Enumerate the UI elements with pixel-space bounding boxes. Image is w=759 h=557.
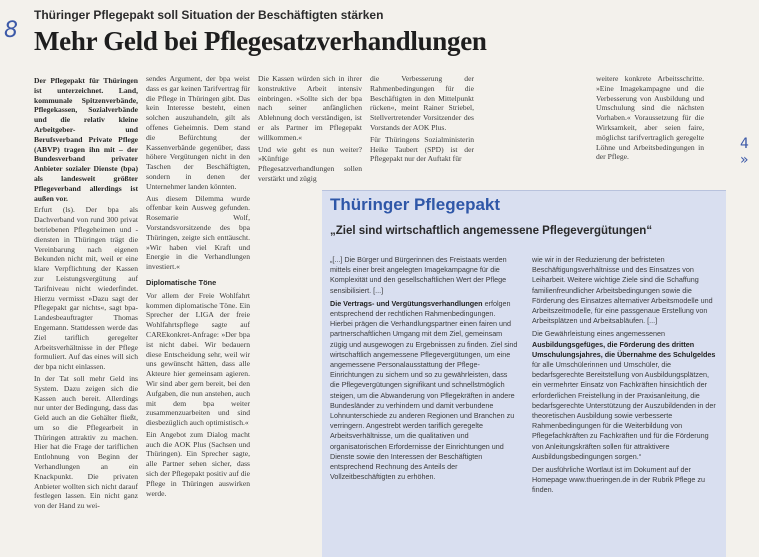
headline: Mehr Geld bei Pflegesatzverhandlungen [34, 26, 487, 56]
info-box [322, 190, 726, 557]
paragraph-text: für alle Umschülerinnen und Umschüler, die bedarfsgerechte Bereitstellung von Ausbildungsplätzen, ein vermehrter Einsatz von Fachkräften hinsichtlich der erforderlichen Freistellung in der Praxisanleitung, die bedarfsgerechte Unterstützung der Auszubildenden in der theoretischen Ausbildung sowie verbesserte Rahmenbedingungen für die Weiterbildung von Pflegefachkräften zu Fachkräften und für die Förderung von Anleitungskräften sollen für attraktivere Ausbildungsbedingungen sorgen.“ [532, 360, 716, 461]
bold-phrase: Die Vertrags- und Vergütungsverhandlungen [330, 298, 483, 308]
paragraph: In der Tat soll mehr Geld ins System. Dazu zeigen sich die Kassen auch bereit. Allerdings nur unter der Bedingung, dass das Geld auch an die Gehälter fließt, um so die Pflegearbeit in Thüringen attraktiv zu machen. Hier hat die Frage der tariflichen Entlohnung von Beginn der Verhandlungen an ein Knackpunkt. Die privaten Anbieter wollten sich nicht darauf festlegen lassen. Ein nicht ganz von der Hand zu wei- [34, 373, 138, 511]
box-title: Thüringer Pflegepakt [330, 195, 501, 214]
paragraph: Vor allem der Freie Wohlfahrt kommen diplomatische Töne. Ein Sprecher der LIGA der freie Wohlfahrtspflege sagte auf CAREkonkret-Anfrage: »Der bpa ist nicht dabei. Wir bedauern diese Entscheidung sehr, weil wir uns gewünscht hätten, dass alle Akteure hier gemeinsam agieren. Wir sind aber gern bereit, bei den Aufgaben, die nun anstehen, auch mit dem bpa weiter zusammenzuarbeiten und sind diesbezüglich auch optimistisch.« [146, 290, 250, 428]
column-3 [258, 74, 362, 200]
paragraph [532, 329, 720, 462]
column-2 [146, 74, 250, 554]
column-4 [370, 74, 474, 200]
paragraph-text: erfolgen entsprechend der rechtlichen Rahmenbedingungen. Hierbei prägen die Verhandlungspartner einen fairen und partnerschaftlichen Umgang mit dem Ziel, gemeinsam zügig und ausgewogen zu Ergebnissen zu finden. Ziel sind wirtschaftlich angemessene Pflegevergütungen, um eine angemessene Personalausstattung der Pflege-Einrichtungen zu sichern und so zu gewährleisten, dass die Pflegevergütungen signifikant und schnellstmöglich steigen, um die Abwanderung von Pflegekräften in andere Bundesländer zu verhindern und damit verbundene Lohnunterschiede zu anderen Regionen und Branchen zu verringern. Angestrebt werden tariflich geregelte Arbeitsverhältnisse, um die qualitativen und organisatorischen Erfordernisse der Einrichtungen und Dienste sowie den Interessen der Beschäftigten entsprechend Rechnung des Anteils der Vollzeitbeschäftigten zu erhöhen. [330, 298, 518, 482]
paragraph: weitere konkrete Arbeitsschritte. »Eine Imagekampagne und die Verbesserung von Ausbildung und Umschulung sind die nächsten Vorhaben.« Voraussetzung für die Wirksamkeit, aber seien faire, möglichst tarifvertraglich geregelte Löhne und Arbeitsbedingungen in der Pflege. [596, 74, 704, 162]
paragraph: Ein Angebot zum Dialog macht auch die AOK Plus (Sachsen und Thüringen). Ein Sprecher sagte, alle Partner sehen sicher, dass sich der Pflegepakt positiv auf die Pflege in Thüringen auswirken werde. [146, 429, 250, 498]
paragraph: Die Kassen würden sich in ihrer konstruktive Arbeit intensiv einbringen. »Sollte sich der bpa nach seiner anfänglichen Ablehnung doch verständigen, ist er als Partner im Pflegepakt willkommen.« [258, 74, 362, 142]
source-note: Der ausführliche Wortlaut ist im Dokument auf der Homepage www.thueringen.de in der Rubrik Pflege zu finden. [532, 465, 705, 495]
hand-note: 4 » [740, 136, 749, 168]
paragraph: „[...] Die Bürger und Bürgerinnen des Freistaats werden mittels einer breit angelegten Imagekampagne für die Komplexität und den gesellschaftlichen Wert der Pflege sensibilisiert. [...] [330, 255, 507, 295]
paragraph: Erfurt (ls). Der bpa als Dachverband von rund 300 privat betriebenen Pflegeheimen und -diensten in Thüringen trägt die Vereinbarung nach eigenen Bekunden nicht mit, weil er eine klare Verpflichtung der Kassen zur Leistungsvergütung auf Tarifniveau nicht wiederfindet. Hierzu vermisst »Dazu sagt der Pflegepakt gar nichts«, sagt bpa-Landesbeauftragter Thomas Engemann. Stattdessen werde das Ziel tariflich geregelter Arbeitsverhältnisse in der Pflege formuliert. Auf das eines will sich der bpa nicht einlassen. [34, 205, 138, 372]
paragraph [330, 299, 518, 483]
column-5 [596, 74, 704, 200]
kicker: Thüringer Pflegepakt soll Situation der Beschäftigten stärken [34, 8, 384, 22]
paragraph: die Verbesserung der Rahmenbedingungen für die Beschäftigten in den Mittelpunkt rücken«, meint Rainer Striebel, Stellvertretender Vorsitzender des Vorstands der AOK Plus. [370, 74, 474, 132]
bold-phrase: Ausbildungsgefüges, die Förderung des dritten Umschulungsjahres, die Übernahme des Schulgeldes [532, 339, 716, 359]
box-subtitle: „Ziel sind wirtschaftlich angemessene Pflegevergütungen“ [330, 225, 653, 237]
pen-mark: 8 [4, 18, 18, 43]
box-column-left [330, 255, 518, 555]
paragraph: Und wie geht es nun weiter? »Künftige Pflegesatzverhandlungen sollen verstärkt und zügig [258, 144, 362, 183]
lead-paragraph: Der Pflegepakt für Thüringen ist unterzeichnet. Land, kommunale Spitzenverbände, Pflegekassen, Sozialverbände und die relativ kleine Arbeitgeber- und Berufsverband Private Pflege (ABVP) tragen ihn mit – der Bundesverband privater Anbieter sozialer Dienste (bpa) als landesweit größter Pflegeverband allerdings ist außen vor. [34, 76, 138, 203]
paragraph: wie wir in der Reduzierung der befristeten Beschäftigungsverhältnisse und des Einsatzes von Leiharbeit. Weitere wichtige Ziele sind die Schaffung familienfreundlicher Arbeitsbedingungen sowie die Förderung des Einsatzes alternativer Arbeitsmodelle und Arbeitszeitmodelle, für eine passgenaue Erstellung von Arbeitsplätzen und Arbeitsabläufen. [...] [532, 255, 713, 326]
paragraph-text: Die Gewährleistung eines angemessenen [532, 329, 666, 339]
paragraph: Aus diesem Dilemma wurde offenbar kein Ausweg gefunden. Rosemarie Wolf, Vorstandsvorsitzende des bpa Thüringen, zeigte sich enttäuscht. »Wir haben viel Kraft und Energie in die Verhandlungen investiert.« [146, 193, 250, 272]
column-1 [34, 76, 138, 554]
subheading: Diplomatische Töne [146, 277, 217, 287]
box-column-right [532, 255, 720, 555]
paragraph: Für Thüringens Sozialministerin Heike Taubert (SPD) ist der Pflegepakt nur der Auftakt für [370, 134, 474, 164]
paragraph: sendes Argument, der bpa weist dass es gar keinen Tarifvertrag für die Pflege in Thüringen gibt. Das kein Interesse besteht, einen solchen auszuhandeln, gilt als offenes Geheimnis. Dem stand die Befürchtung der Kassenverbände gegenüber, dass höhere Vergütungen nicht in den Taschen der Beschäftigten, sondern in denen der Unternehmer landen könnten. [146, 74, 250, 191]
